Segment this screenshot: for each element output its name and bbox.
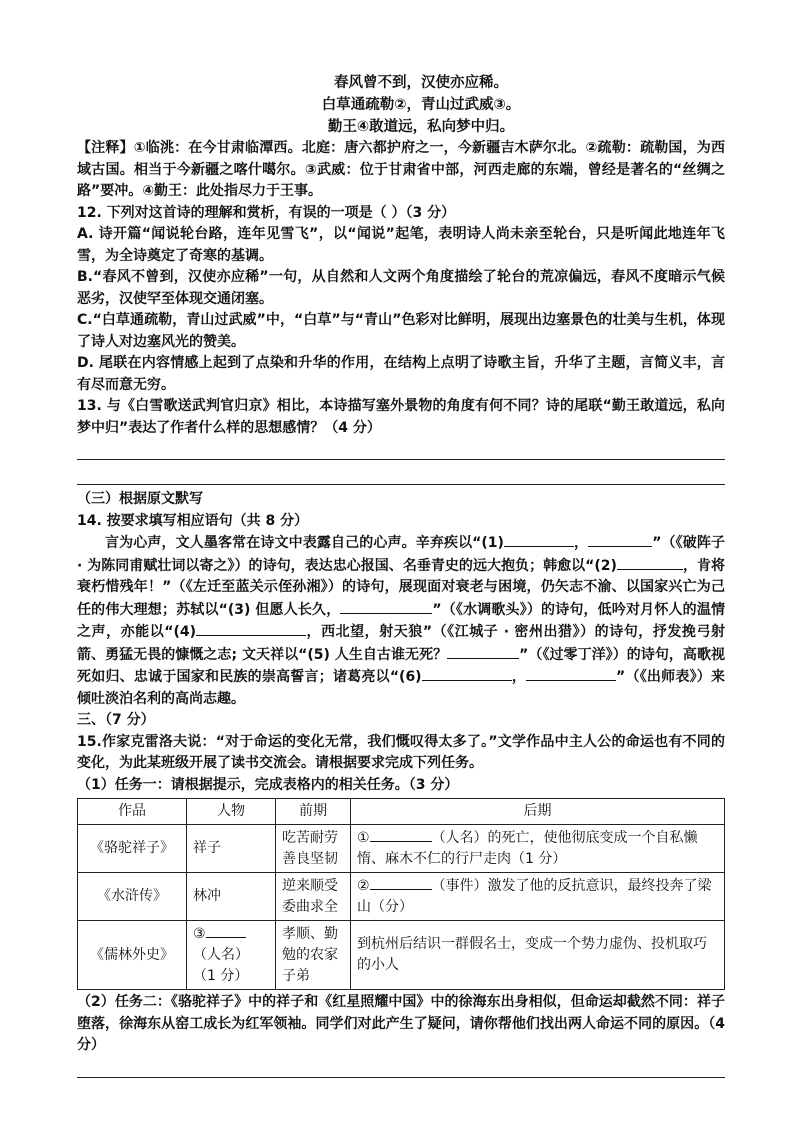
q15-intro: 15.作家克雷洛夫说：“对于命运的变化无常，我们慨叹得太多了。”文学作品中主人公的命运也有不同的变化，为此某班级开展了读书交流会。请根据要求完成下列任务。 — [77, 733, 725, 771]
q14-text: 言为心声，文人墨客常在诗文中表露自己的心声。辛弃疾以“(1) — [105, 535, 504, 551]
q14-text: ”（《出师表》）来倾吐淡泊名利的高尚志趣。 — [77, 669, 726, 707]
q14-text: ”（《水调歌头》）的诗句，低吟对月怀人的温情之声，亦能以“(4) — [77, 601, 725, 640]
cell-person: 祥子 — [187, 825, 276, 873]
q15-answer-line[interactable] — [77, 1057, 725, 1078]
cell-early: 孝顺、勤勉的农家子弟 — [276, 921, 351, 990]
cell-early: 逆来顺受委曲求全 — [276, 873, 351, 921]
q14-text: ，西北望，射天狼”（《江城子 · 密州出猎》）的诗句，抒发挽弓射箭、勇猛无畏的慷慨之志; 文天祥以“(5) 人生自古谁无死？ — [77, 624, 725, 663]
circled-number: ① — [357, 830, 370, 846]
q15-task2: （2）任务二：《骆驼祥子》中的祥子和《红星照耀中国》中的徐海东出身相似，但命运却截然不同：祥子堕落，徐海东从窑工成长为红军领袖。同学们对此产生了疑问，请你帮他们找出两人命运不同的原因。（4 分） — [77, 994, 725, 1053]
table-row — [78, 873, 725, 921]
q14-blank-3[interactable] — [340, 599, 432, 614]
q15-task1: （1）任务一：请根据提示，完成表格内的相关任务。（3 分） — [77, 776, 459, 793]
circled-number: ③ — [193, 926, 206, 942]
q12-option-c: C.“白草通疏勒，青山过武威”中，“白草”与“青山”色彩对比鲜明，展现出边塞景色的壮美与生机，体现了诗人对边塞风光的赞美。 — [77, 312, 725, 350]
cell-text: （人名）的死亡，使他彻底变成一个自私懒惰、麻木不仁的行尸走肉（1 分） — [357, 830, 698, 867]
q13-answer-line-1[interactable] — [77, 439, 725, 460]
table-header: 后期 — [351, 799, 725, 825]
cell-late — [351, 873, 725, 921]
q14-text: ”（《过零丁洋》）的诗句，高歌视死如归、忠诚于国家和民族的崇高誓言；诸葛亮以“(6) — [77, 646, 725, 685]
q14-stem: 14. 按要求填写相应语句（共 8 分） — [77, 512, 309, 529]
poem-line-2: 白草通疏勒②，青山过武威③。 — [321, 97, 521, 113]
poem-line-3: 勤王④敢道远，私向梦中归。 — [327, 119, 515, 135]
table-header: 人物 — [187, 799, 276, 825]
table-row — [78, 825, 725, 873]
character-table — [77, 798, 725, 990]
poem — [77, 72, 725, 138]
part-3-heading: 三、（7 分） — [77, 712, 155, 728]
cell-late — [351, 825, 725, 873]
q14-body — [77, 532, 725, 710]
section-3-heading: （三）根据原文默写 — [77, 491, 203, 507]
q13-stem: 13. 与《白雪歌送武判官归京》相比，本诗描写塞外景物的角度有何不同？诗的尾联“勤王敢道远，私向梦中归”表达了作者什么样的思想感情？（4 分） — [77, 398, 725, 436]
q12-option-d: D. 尾联在内容情感上起到了点染和升华的作用，在结构上点明了诗歌主旨，升华了主题，言简义丰，言有尽而意无穷。 — [77, 355, 725, 393]
table-header: 前期 — [276, 799, 351, 825]
answer-blank[interactable] — [206, 923, 246, 938]
exam-page — [77, 72, 725, 1082]
answer-blank[interactable] — [370, 875, 432, 890]
q14-text: ， — [511, 669, 527, 685]
cell-text: （人名） — [193, 947, 249, 963]
q14-blank-2[interactable] — [617, 555, 683, 570]
q14-text: ，肯将衰朽惜残年！”（《左迁至蓝关示侄孙湘》）的诗句，展现面对衰老与困境，仍矢志不渝、以国家兴亡为己任的伟大理想；苏轼以“(3) 但愿人长久， — [77, 557, 726, 618]
table-row — [78, 921, 725, 990]
cell-work: 《水浒传》 — [78, 873, 187, 921]
q14-blank-6b[interactable] — [526, 666, 616, 681]
q14-blank-4[interactable] — [196, 621, 306, 636]
q14-text: ”（《破阵子 · 为陈同甫赋壮词以寄之》）的诗句，表达忠心报国、名垂青史的远大抱负；韩愈以“(2) — [77, 535, 726, 574]
cell-early: 吃苦耐劳善良坚韧 — [276, 825, 351, 873]
q12-option-b: B.“春风不曾到，汉使亦应稀”一句，从自然和人文两个角度描绘了轮台的荒凉偏远，春风不度暗示气候恶劣，汉使罕至体现交通闭塞。 — [77, 269, 725, 307]
cell-late: 到杭州后结识一群假名士，变成一个势力虚伪、投机取巧的小人 — [351, 921, 725, 990]
poem-notes: 【注释】①临洮：在今甘肃临潭西。北庭：唐六都护府之一，今新疆吉木萨尔北。②疏勒：疏勒国，为西域古国。相当于今新疆之喀什噶尔。③武威：位于甘肃省中部，河西走廊的东端，曾经是著名的“丝绸之路”要冲。④勤王：此处指尽力于王事。 — [77, 140, 725, 199]
circled-number: ② — [357, 878, 370, 894]
q13-answer-line-2[interactable] — [77, 464, 725, 485]
table-header-row — [78, 799, 725, 825]
cell-text: （1 分） — [193, 968, 249, 984]
cell-text: （事件）激发了他的反抗意识，最终投奔了梁山（分） — [357, 878, 712, 915]
q14-blank-5[interactable] — [447, 644, 519, 659]
cell-person: 林冲 — [187, 873, 276, 921]
answer-blank[interactable] — [370, 827, 432, 842]
q12-stem: 12. 下列对这首诗的理解和赏析，有误的一项是（ ）（3 分） — [77, 204, 456, 221]
cell-work: 《儒林外史》 — [78, 921, 187, 990]
cell-person — [187, 921, 276, 990]
table-header: 作品 — [78, 799, 187, 825]
cell-work: 《骆驼祥子》 — [78, 825, 187, 873]
q14-blank-1a[interactable] — [504, 532, 574, 547]
poem-line-1: 春风曾不到，汉使亦应稀。 — [334, 75, 508, 91]
q14-blank-6a[interactable] — [422, 666, 512, 681]
q14-blank-1b[interactable] — [588, 532, 652, 547]
q12-option-a: A. 诗开篇“闻说轮台路，连年见雪飞”，以“闻说”起笔，表明诗人尚未亲至轮台，只是听闻此地连年飞雪，为全诗奠定了奇寒的基调。 — [77, 226, 725, 264]
q14-text: ， — [573, 535, 589, 551]
